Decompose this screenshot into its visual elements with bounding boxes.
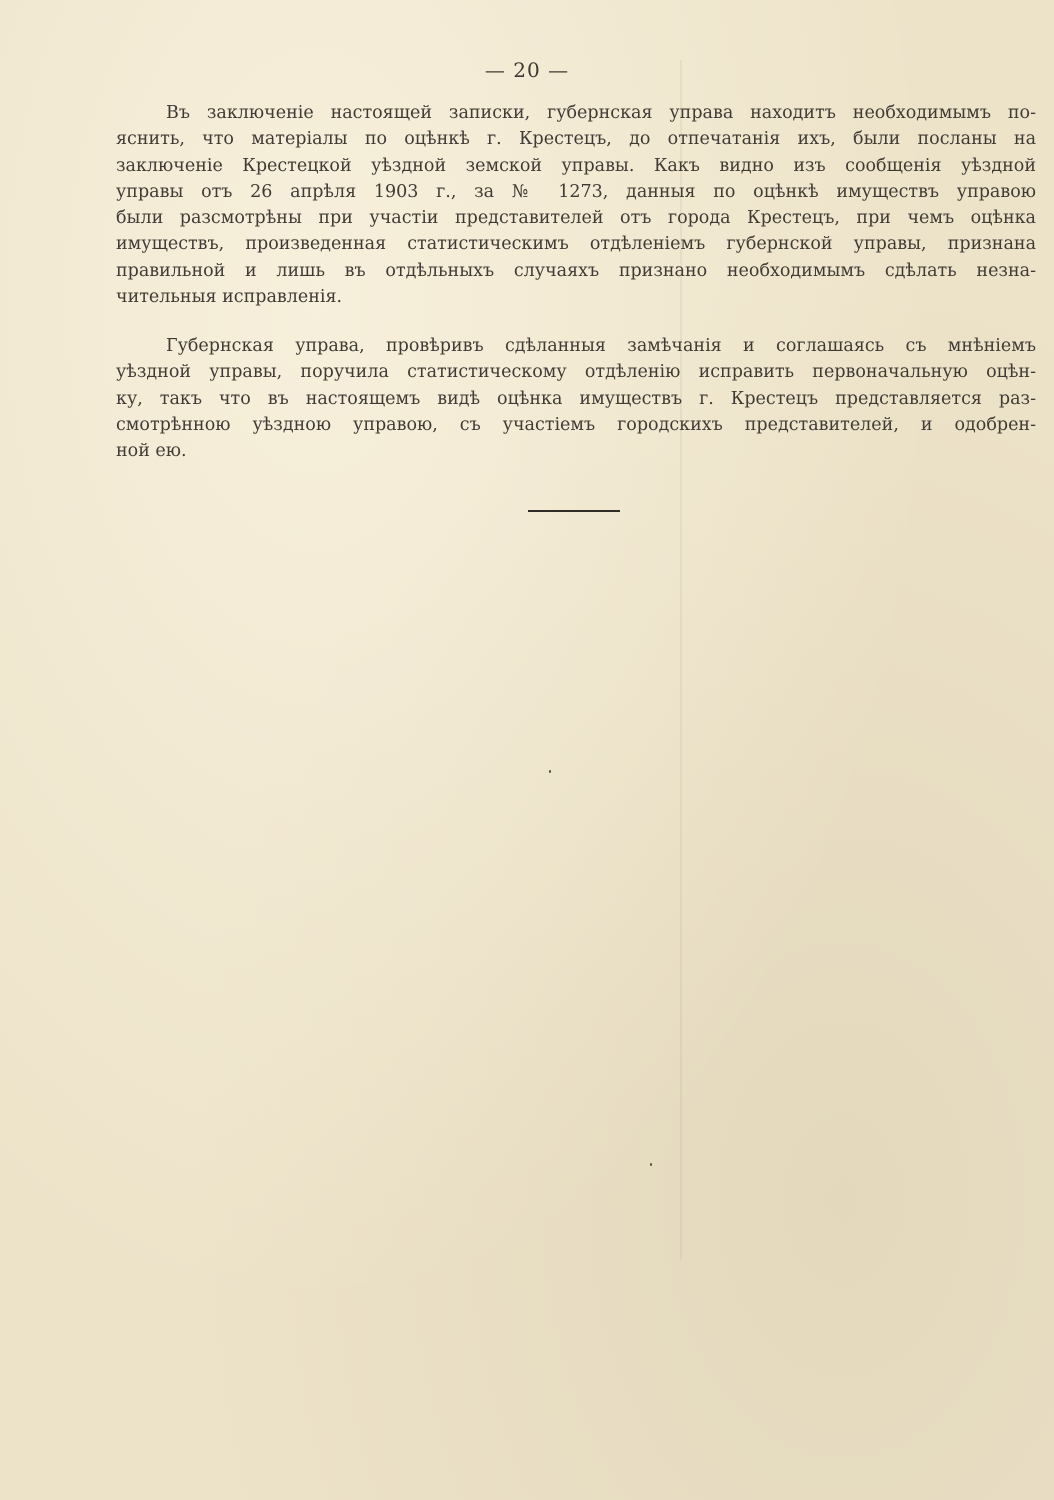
text-line: ку, такъ что въ настоящемъ видѣ оцѣнка имуществъ г. Крестецъ представляется раз- [116,388,1036,409]
ink-speck [650,1163,652,1166]
text-line: уѣздной управы, поручила статистическому отдѣленію исправить первоначальную оцѣн- [116,362,1036,383]
text-line: правильной и лишь въ отдѣльныхъ случаяхъ признано необходимымъ сдѣлать незна- [116,260,1036,281]
text-line: были разсмотрѣны при участіи представителей отъ города Крестецъ, при чемъ оцѣнка [116,208,1036,229]
text-line: ной ею. [116,441,187,462]
text-line: управы отъ 26 апрѣля 1903 г., за № 1273, данныя по оцѣнкѣ имуществъ управою [116,181,1036,202]
end-rule-divider [528,510,620,512]
text-line: чительныя исправленія. [116,287,343,308]
ink-speck [549,770,551,773]
text-line: яснить, что матеріалы по оцѣнкѣ г. Крестецъ, до отпечатанія ихъ, были посланы на [116,129,1036,150]
text-line: Въ заключеніе настоящей записки, губернская управа находитъ необходимымъ по- [166,103,1036,123]
paragraph-2 [116,333,1036,464]
page-number: — 20 — [484,58,570,82]
text-line: смотрѣнною уѣздною управою, съ участіемъ городскихъ представителей, и одобрен- [116,414,1036,435]
text-line: имуществъ, произведенная статистическимъ отдѣленіемъ губернской управы, признана [116,234,1036,255]
text-line: Губернская управа, провѣривъ сдѣланныя замѣчанія и соглашаясь съ мнѣніемъ [166,336,1036,356]
text-line: заключеніе Крестецкой уѣздной земской управы. Какъ видно изъ сообщенія уѣздной [116,155,1036,176]
paragraph-1 [116,100,1036,310]
